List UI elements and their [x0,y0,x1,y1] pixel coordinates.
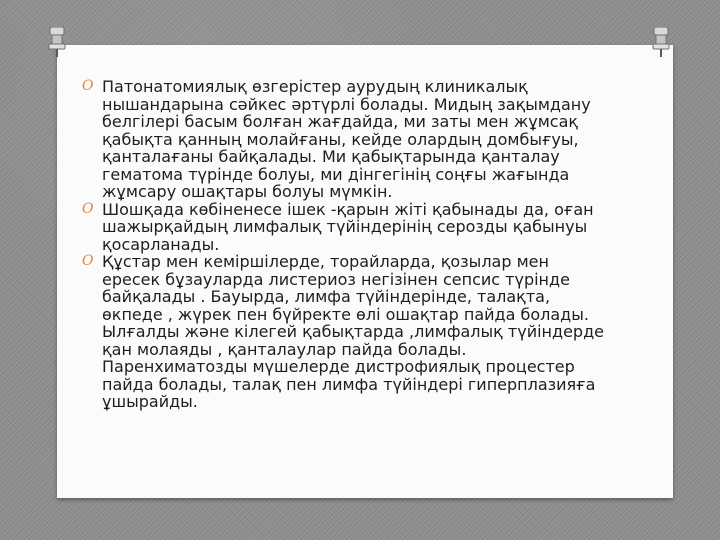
bullet-marker: O [82,200,94,217]
bullet-list [82,78,642,411]
pushpin-icon [47,27,67,57]
bullet-item [82,201,642,254]
bullet-text: Патонатомиялық өзгерістер аурудың клиникалық нышандарына сәйкес әртүрлі болады. Мидың зақымдану белгілері басым болған жағдайда, ми заты мен жұмсақ қабықта қанның молайғаны, кейде олардың домбығуы, қанталағаны байқалады. Ми қабықтарында қанталау гематома түрінде болуы, ми дінгегінің соңғы жағында жұмсару ошақтары болуы мүмкін. [102,77,591,201]
bullet-text: Шошқада көбіненесе ішек -қарын жіті қабынады да, оған шажырқайдың лимфалық түйіндерінің серозды қабынуы қосарланады. [102,199,594,254]
bullet-marker: O [82,78,94,94]
bullet-marker: O [82,253,94,269]
bullet-text: Құстар мен кеміршілерде, торайларда, қозылар мен ересек бұзауларда листериоз негізінен сепсис түрінде байқалады . Бауырда, лимфа түйіндерінде, талақта, өкпеде , жүрек пен бүйректе өлі ошақтар пайда болады. Ылғалды және кілегей қабықтарда ,лимфалық түйіндерде қан молаяды , қанталаулар пайда болады. Паренхиматозды мүшелерде дистрофиялық процестер пайда болады, талақ пен лимфа түйіндері гиперплазияға ұшырайды. [102,252,604,411]
bullet-item [82,253,642,411]
pushpin-icon [651,27,671,57]
bullet-item [82,78,642,201]
